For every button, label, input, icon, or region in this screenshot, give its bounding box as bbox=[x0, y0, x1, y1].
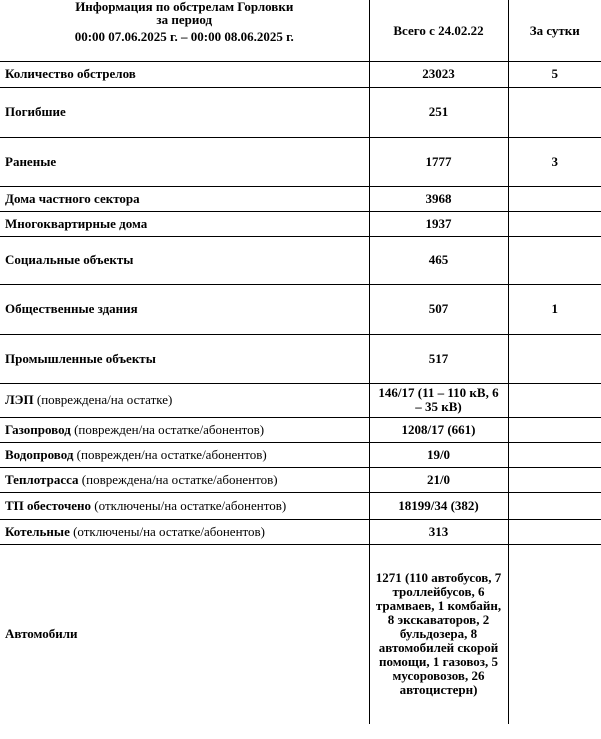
total-value: 21/0 bbox=[369, 467, 508, 492]
report-title-line2: за период bbox=[156, 12, 213, 27]
report-title bbox=[0, 0, 369, 61]
day-value bbox=[508, 236, 601, 284]
row-label bbox=[0, 417, 369, 442]
row-label-main: Погибшие bbox=[5, 104, 66, 119]
row-label bbox=[0, 236, 369, 284]
row-label bbox=[0, 186, 369, 211]
row-label-note: (отключены/на остатке/абонентов) bbox=[69, 523, 266, 539]
day-value bbox=[508, 519, 601, 544]
row-label bbox=[0, 87, 369, 137]
row-label bbox=[0, 211, 369, 236]
table-row bbox=[0, 334, 601, 383]
row-label-note: (повреждена/на остатке/абонентов) bbox=[78, 471, 278, 487]
report-title-line1: Информация по обстрелам Горловки bbox=[75, 0, 294, 14]
row-label bbox=[0, 284, 369, 334]
row-label bbox=[0, 519, 369, 544]
total-value: 23023 bbox=[369, 61, 508, 87]
total-value: 517 bbox=[369, 334, 508, 383]
row-label bbox=[0, 467, 369, 492]
row-label-note: (поврежден/на остатке/абонентов) bbox=[70, 421, 265, 437]
day-value bbox=[508, 211, 601, 236]
row-label-note: (отключены/на остатке/абонентов) bbox=[91, 497, 287, 513]
row-label bbox=[0, 544, 369, 724]
total-value: 146/17 (11 – 110 кВ, 6 – 35 кВ) bbox=[369, 383, 508, 417]
table-row bbox=[0, 284, 601, 334]
table-row bbox=[0, 544, 601, 724]
row-label-main: Количество обстрелов bbox=[5, 66, 136, 81]
day-value bbox=[508, 492, 601, 519]
row-label-main: Социальные объекты bbox=[5, 252, 134, 267]
total-value: 1208/17 (661) bbox=[369, 417, 508, 442]
day-value bbox=[508, 467, 601, 492]
header-row bbox=[0, 0, 601, 61]
total-value: 465 bbox=[369, 236, 508, 284]
total-value: 1777 bbox=[369, 137, 508, 186]
table-row bbox=[0, 61, 601, 87]
day-value bbox=[508, 87, 601, 137]
day-value bbox=[508, 442, 601, 467]
row-label bbox=[0, 383, 369, 417]
day-value bbox=[508, 417, 601, 442]
total-value: 251 bbox=[369, 87, 508, 137]
row-label-main: ЛЭП bbox=[5, 392, 34, 407]
row-label-main: ТП обесточено bbox=[5, 497, 92, 513]
table-row bbox=[0, 236, 601, 284]
total-value: 19/0 bbox=[369, 442, 508, 467]
row-label bbox=[0, 334, 369, 383]
row-label-main: Общественные здания bbox=[5, 301, 138, 316]
table-row bbox=[0, 417, 601, 442]
total-value: 18199/34 (382) bbox=[369, 492, 508, 519]
row-label-main: Водопровод bbox=[5, 446, 74, 462]
table-row bbox=[0, 492, 601, 519]
table-row bbox=[0, 137, 601, 186]
row-label bbox=[0, 492, 369, 519]
row-label bbox=[0, 137, 369, 186]
row-label-main: Многоквартирные дома bbox=[5, 215, 148, 231]
day-value: 3 bbox=[508, 137, 601, 186]
day-value: 5 bbox=[508, 61, 601, 87]
row-label-note: (повреждена/на остатке) bbox=[33, 392, 173, 407]
total-value: 1937 bbox=[369, 211, 508, 236]
total-value: 1271 (110 автобусов, 7 троллейбусов, 6 трамваев, 1 комбайн, 8 экскаваторов, 2 бульдозера, 8 автомобилей скорой помощи, 1 газовоз, 5 мусоровозов, 26 автоцистерн) bbox=[369, 544, 508, 724]
row-label bbox=[0, 61, 369, 87]
table-row bbox=[0, 211, 601, 236]
total-value: 3968 bbox=[369, 186, 508, 211]
day-value bbox=[508, 186, 601, 211]
table-row bbox=[0, 87, 601, 137]
total-value: 507 bbox=[369, 284, 508, 334]
row-label-main: Раненые bbox=[5, 153, 57, 169]
day-value bbox=[508, 383, 601, 417]
table-row bbox=[0, 186, 601, 211]
report-title-line3: 00:00 07.06.2025 г. – 00:00 08.06.2025 г. bbox=[74, 29, 294, 44]
day-value bbox=[508, 544, 601, 724]
table-row bbox=[0, 442, 601, 467]
row-label-main: Промышленные объекты bbox=[5, 350, 156, 366]
row-label-main: Газопровод bbox=[5, 421, 71, 437]
col-day-header: За сутки bbox=[508, 0, 601, 61]
day-value bbox=[508, 334, 601, 383]
table-row bbox=[0, 467, 601, 492]
row-label-main: Теплотрасса bbox=[5, 471, 79, 487]
row-label bbox=[0, 442, 369, 467]
col-total-header: Всего с 24.02.22 bbox=[369, 0, 508, 61]
row-label-main: Автомобили bbox=[5, 626, 78, 642]
table-row bbox=[0, 383, 601, 417]
row-label-note: (поврежден/на остатке/абонентов) bbox=[73, 446, 267, 462]
total-value: 313 bbox=[369, 519, 508, 544]
day-value: 1 bbox=[508, 284, 601, 334]
row-label-main: Дома частного сектора bbox=[5, 190, 140, 206]
table-row bbox=[0, 519, 601, 544]
row-label-main: Котельные bbox=[5, 523, 70, 539]
